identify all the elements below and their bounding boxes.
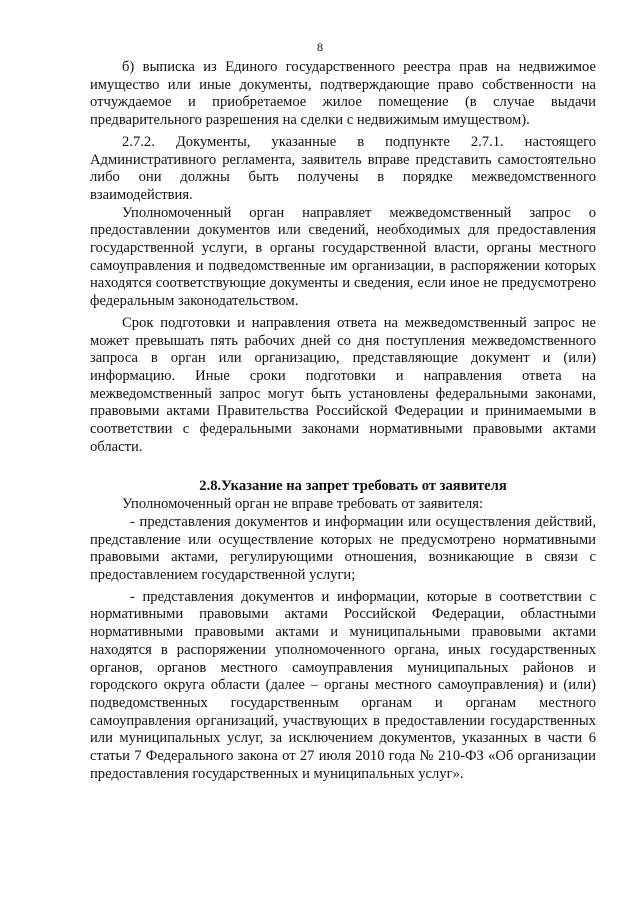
document-body: [90, 59, 596, 783]
list-item: - представления документов и информации, которые в соответствии с нормативными правовыми актами Российской Федерации, областными нормативными правовыми актами и муниципальными правовыми актами находятся в распоряжении уполномоченного органа, иных государственных органов, органов местного самоуправления муниципальных районов и городского округа области (далее – органы местного самоуправления) и (или) подведомственных государственным органам и органам местного самоуправления организаций, участвующих в предоставлении государственных или муниципальных услуг, за исключением документов, указанных в части 6 статьи 7 Федерального закона от 27 июля 2010 года № 210-ФЗ «Об организации предоставления государственных и муниципальных услуг».: [90, 588, 596, 782]
section-heading-2-8: 2.8.Указание на запрет требовать от заявителя: [199, 478, 507, 495]
list-item: - представления документов и информации или осуществления действий, представление или осуществление которых не предусмотрено нормативными правовыми актами, регулирующими отношения, возникающие в связи с предоставлением государственной услуги;: [90, 513, 596, 583]
paragraph-response-deadline: Срок подготовки и направления ответа на межведомственный запрос не может превышать пять рабочих дней со дня поступления межведомственного запроса в орган или организацию, представляющие документ и (или) информацию. Иные сроки подготовки и направления ответа на межведомственный запрос могут быть установлены федеральными законами, правовыми актами Правительства Российской Федерации и принимаемыми в соответствии с федеральными законами нормативными правовыми актами области.: [90, 314, 596, 455]
page-number: 8: [317, 40, 323, 54]
section-intro: Уполномоченный орган не вправе требовать от заявителя:: [122, 496, 484, 513]
paragraph-interagency-request: Уполномоченный орган направляет межведомственный запрос о предоставлении документов или сведений, необходимых для предоставления государственной услуги, в органы государственной власти, органы местного самоуправления и подведомственные им организации, в распоряжении которых находятся соответствующие документы и сведения, если иное не предусмотрено федеральным законодательством.: [90, 204, 596, 310]
paragraph-2-7-2: 2.7.2. Документы, указанные в подпункте 2.7.1. настоящего Административного регламента, заявитель вправе представить самостоятельно либо они должны быть получены в порядке межведомственного взаимодействия.: [90, 133, 596, 203]
paragraph-extract-registry: б) выписка из Единого государственного реестра прав на недвижимое имущество или иные документы, подтверждающие право собственности на отчуждаемое и приобретаемое жилое помещение (в случае выдачи предварительного разрешения на сделки с недвижимым имуществом).: [90, 59, 596, 129]
